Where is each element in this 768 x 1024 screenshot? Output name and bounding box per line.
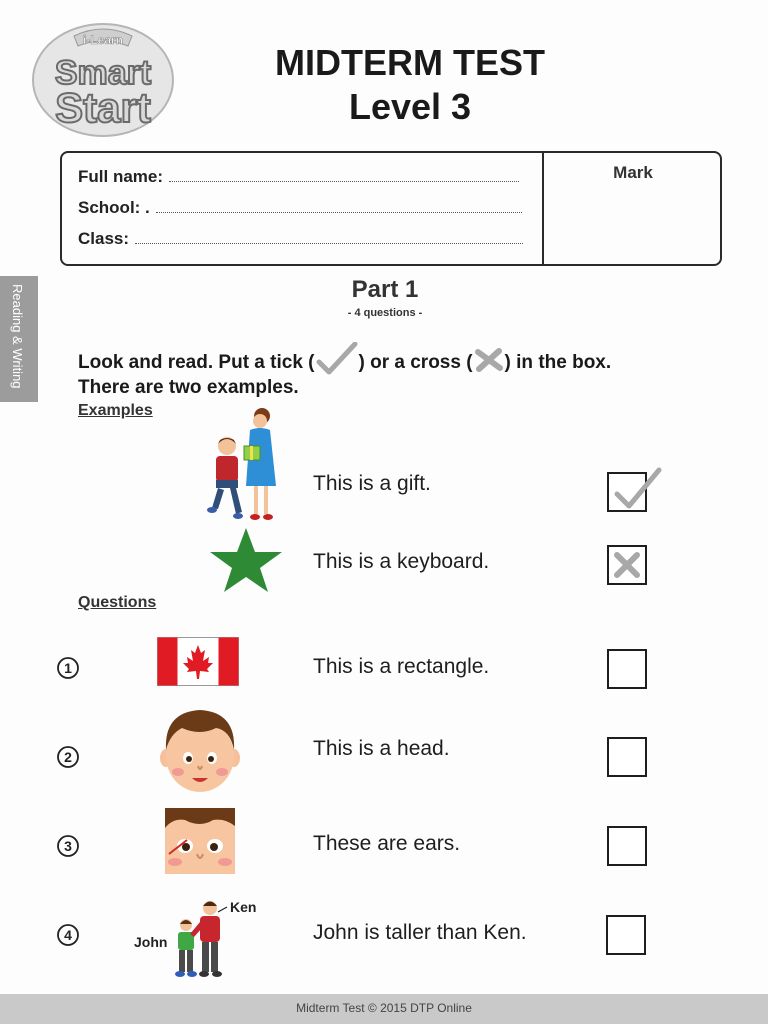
- instruction-line-2: There are two examples.: [78, 377, 299, 398]
- example-2-sentence: This is a keyboard.: [313, 550, 490, 573]
- svg-text:3: 3: [64, 838, 72, 854]
- svg-text:2: 2: [64, 749, 72, 765]
- section-side-tab: [0, 276, 38, 402]
- svg-text:1: 1: [64, 660, 72, 676]
- question-2-sentence: This is a head.: [313, 737, 450, 760]
- question-3-answer-box[interactable]: [607, 826, 647, 866]
- john-label: John: [134, 934, 168, 950]
- logo-line1: Smart: [54, 54, 152, 92]
- page-footer: Midterm Test © 2015 DTP Online: [0, 994, 768, 1024]
- boy-giving-gift-picture: [200, 404, 290, 522]
- full-name-label: Full name:: [78, 167, 164, 186]
- face-eyes-picture: [165, 808, 235, 874]
- question-2-answer-box[interactable]: [607, 737, 647, 777]
- example-1-answer-box: [607, 472, 647, 512]
- student-info-box: [60, 151, 722, 266]
- page-title: MIDTERM TEST: [275, 42, 545, 83]
- full-name-field[interactable]: [78, 167, 519, 187]
- instruction-text-3: ) in the box.: [504, 352, 612, 373]
- part-subtitle: - 4 questions -: [347, 307, 423, 319]
- svg-text:4: 4: [64, 927, 72, 943]
- example-2-answer-box: [607, 545, 647, 585]
- example-2-cross-icon: [609, 547, 645, 583]
- tick-icon: [315, 342, 359, 376]
- smart-start-logo: [30, 18, 176, 138]
- mark-label: Mark: [613, 163, 653, 182]
- question-3-number: [56, 834, 80, 858]
- school-label: School: .: [78, 198, 150, 217]
- question-3-sentence: These are ears.: [313, 832, 461, 855]
- question-1-sentence: This is a rectangle.: [313, 655, 490, 678]
- class-line: [135, 242, 523, 244]
- example-1-sentence: This is a gift.: [313, 472, 431, 495]
- page-subtitle: Level 3: [348, 86, 472, 127]
- part-title: Part 1: [351, 276, 419, 303]
- instructions: [78, 342, 611, 399]
- logo-line2: Start: [55, 84, 151, 131]
- question-4-answer-box[interactable]: [606, 915, 646, 955]
- boy-head-picture: [160, 706, 240, 794]
- instruction-text-1: Look and read. Put a tick (: [78, 352, 315, 373]
- class-label: Class:: [78, 229, 130, 248]
- question-1-answer-box[interactable]: [607, 649, 647, 689]
- side-tab-label: Reading & Writing: [10, 284, 25, 389]
- cross-icon: [473, 348, 505, 372]
- two-boys-picture: [130, 894, 270, 982]
- class-field[interactable]: [78, 229, 523, 249]
- full-name-line: [169, 180, 519, 182]
- example-1-tick-icon: [613, 466, 663, 510]
- instruction-text-2: ) or a cross (: [358, 352, 473, 373]
- ken-label: Ken: [230, 899, 257, 915]
- examples-heading: Examples: [78, 402, 153, 419]
- green-star-picture: [208, 526, 284, 594]
- question-4-number: [56, 923, 80, 947]
- canada-flag-picture: [157, 637, 239, 686]
- school-line: [156, 211, 522, 213]
- question-1-number: [56, 656, 80, 680]
- logo-top-text: i-Learn: [82, 33, 124, 47]
- question-4-sentence: John is taller than Ken.: [313, 921, 527, 944]
- question-2-number: [56, 745, 80, 769]
- school-field[interactable]: [78, 198, 522, 218]
- questions-heading: Questions: [78, 594, 157, 611]
